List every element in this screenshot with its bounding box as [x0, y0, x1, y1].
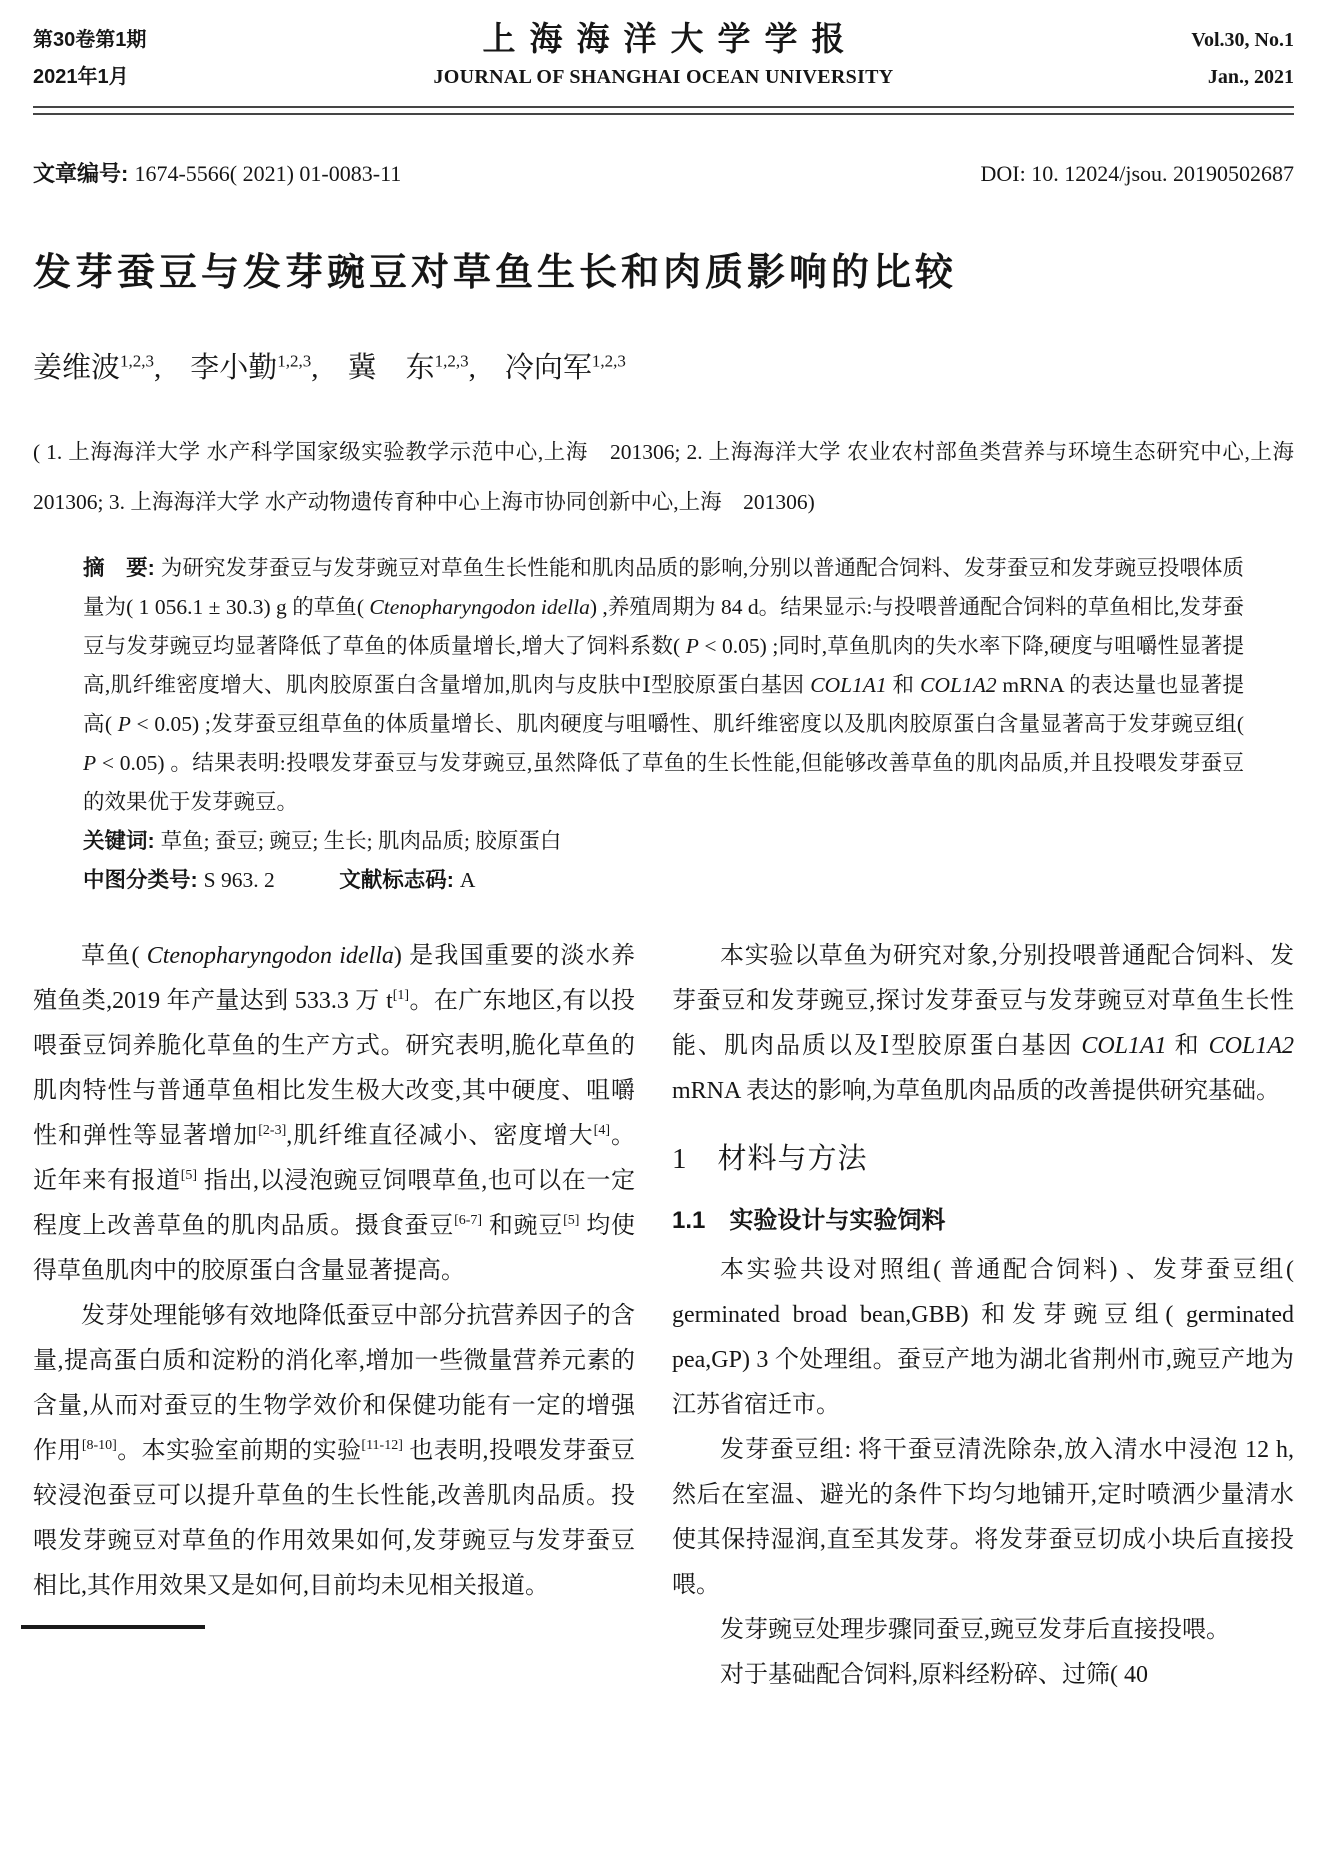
doi: DOI: 10. 12024/jsou. 20190502687 [980, 161, 1294, 186]
date-en: Jan., 2021 [1207, 66, 1294, 88]
issue-info-en [894, 22, 1294, 96]
germinated-broad-bean-paragraph: 发芽蚕豆组: 将干蚕豆清洗除杂,放入清水中浸泡 12 h,然后在室温、避光的条件下均匀地铺开,定时喷洒少量清水使其保持湿润,直至其发芽。将发芽蚕豆切成小块后直接投喂。 [672, 1437, 1294, 1598]
date-cn: 2021年1月 [33, 66, 129, 88]
authors-line: 姜维波$^{1,2,3}$, 李小勤$^{1,2,3}$, 冀 东$^{1,2,3}$, 冷向军$^{1,2,3}$ [33, 351, 626, 384]
left-column [33, 934, 635, 1698]
journal-title-en: JOURNAL OF SHANGHAI OCEAN UNIVERSITY [433, 66, 894, 88]
page-header [33, 22, 1294, 96]
clc-line: 中图分类号: S 963. 2 文献标志码: A [83, 868, 476, 892]
article-number-label: 文章编号: [33, 161, 135, 186]
article-number-value: 1674-5566( 2021) 01-0083-11 [134, 161, 402, 186]
subsection-heading-1-1: 1.1 实验设计与实验饲料 [672, 1207, 946, 1234]
article-title: 发芽蚕豆与发芽豌豆对草鱼生长和肉质影响的比较 [33, 252, 958, 294]
footnote-divider [21, 1625, 205, 1629]
keywords-line: 关键词: 草鱼; 蚕豆; 豌豆; 生长; 肌肉品质; 胶原蛋白 [83, 829, 562, 853]
basal-feed-paragraph: 对于基础配合饲料,原料经粉碎、过筛( 40 [720, 1662, 1148, 1688]
issue-info-cn [33, 22, 433, 96]
volume-issue-en: Vol.30, No.1 [1191, 29, 1294, 51]
design-paragraph: 本实验共设对照组( 普通配合饲料) 、发芽蚕豆组( germinated broad bean,GBB) 和发芽豌豆组( germinated pea,GP) 3 个处理组。蚕豆产地为湖北省荆州市,豌豆产地为江苏省宿迁市。 [672, 1257, 1294, 1418]
intro-paragraph-1: 草鱼( Ctenopharyngodon idella) 是我国重要的淡水养殖鱼类,2019 年产量达到 533.3 万 t[1]。在广东地区,有以投喂蚕豆饲养脆化草鱼的生产方式。研究表明,脆化草鱼的肌肉特性与普通草鱼相比发生极大改变,其中硬度、咀嚼性和弹性等显著增加[2-3],肌纤维直径减小、密度增大[4]。近年来有报道[5] 指出,以浸泡豌豆饲喂草鱼,也可以在一定程度上改善草鱼的肌肉品质。摄食蚕豆[6-7] 和豌豆[5] 均使得草鱼肌肉中的胶原蛋白含量显著提高。 [33, 943, 636, 1284]
affiliations: ( 1. 上海海洋大学 水产科学国家级实验教学示范中心,上海 201306; 2. 上海海洋大学 农业农村部鱼类营养与环境生态研究中心,上海 201306; 3. 上海海洋大学 水产动物遗传育种中心上海市协同创新中心,上海 201306) [33, 440, 1316, 514]
article-number [33, 159, 401, 189]
volume-issue-cn: 第30卷第1期 [33, 29, 147, 51]
journal-masthead [433, 22, 893, 96]
journal-title-cn: 上海海洋大学学报 [482, 22, 859, 58]
germinated-pea-paragraph: 发芽豌豆处理步骤同蚕豆,豌豆发芽后直接投喂。 [720, 1617, 1230, 1643]
body-columns [33, 934, 1294, 1698]
article-meta-row [33, 159, 1294, 189]
header-divider [33, 106, 1294, 115]
intro-paragraph-2: 发芽处理能够有效地降低蚕豆中部分抗营养因子的含量,提高蛋白质和淀粉的消化率,增加一些微量营养元素的含量,从而对蚕豆的生物学效价和保健功能有一定的增强作用[8-10]。本实验室前期的实验[11-12] 也表明,投喂发芽蚕豆较浸泡蚕豆可以提升草鱼的生长性能,改善肌肉品质。投喂发芽豌豆对草鱼的作用效果如何,发芽豌豆与发芽蚕豆相比,其作用效果又是如何,目前均未见相关报道。 [33, 1303, 636, 1599]
objective-paragraph: 本实验以草鱼为研究对象,分别投喂普通配合饲料、发芽蚕豆和发芽豌豆,探讨发芽蚕豆与发芽豌豆对草鱼生长性能、肌肉品质以及Ⅰ型胶原蛋白基因 COL1A1 和 COL1A2 mRNA 表达的影响,为草鱼肌肉品质的改善提供研究基础。 [672, 943, 1295, 1104]
section-heading-1: 1 材料与方法 [672, 1143, 868, 1175]
abstract: 摘 要: 为研究发芽蚕豆与发芽豌豆对草鱼生长性能和肌肉品质的影响,分别以普通配合饲料、发芽蚕豆和发芽豌豆投喂体质量为( 1 056.1 ± 30.3) g 的草鱼( Ctenopharyngodon idella) ,养殖周期为 84 d。结果显示:与投喂普通配合饲料的草鱼相比,发芽蚕豆与发芽豌豆均显著降低了草鱼的体质量增长,增大了饲料系数( P < 0.05) ;同时,草鱼肌肉的失水率下降,硬度与咀嚼性显著提高,肌纤维密度增大、肌肉胶原蛋白含量增加,肌肉与皮肤中Ⅰ型胶原蛋白基因 COL1A1 和 COL1A2 mRNA 的表达量也显著提高( P < 0.05) ;发芽蚕豆组草鱼的体质量增长、肌肉硬度与咀嚼性、肌纤维密度以及肌肉胶原蛋白含量显著高于发芽豌豆组( P < 0.05) 。结果表明:投喂发芽蚕豆与发芽豌豆,虽然降低了草鱼的生长性能,但能够改善草鱼的肌肉品质,并且投喂发芽蚕豆的效果优于发芽豌豆。 [83, 556, 1245, 814]
right-column [672, 934, 1294, 1698]
